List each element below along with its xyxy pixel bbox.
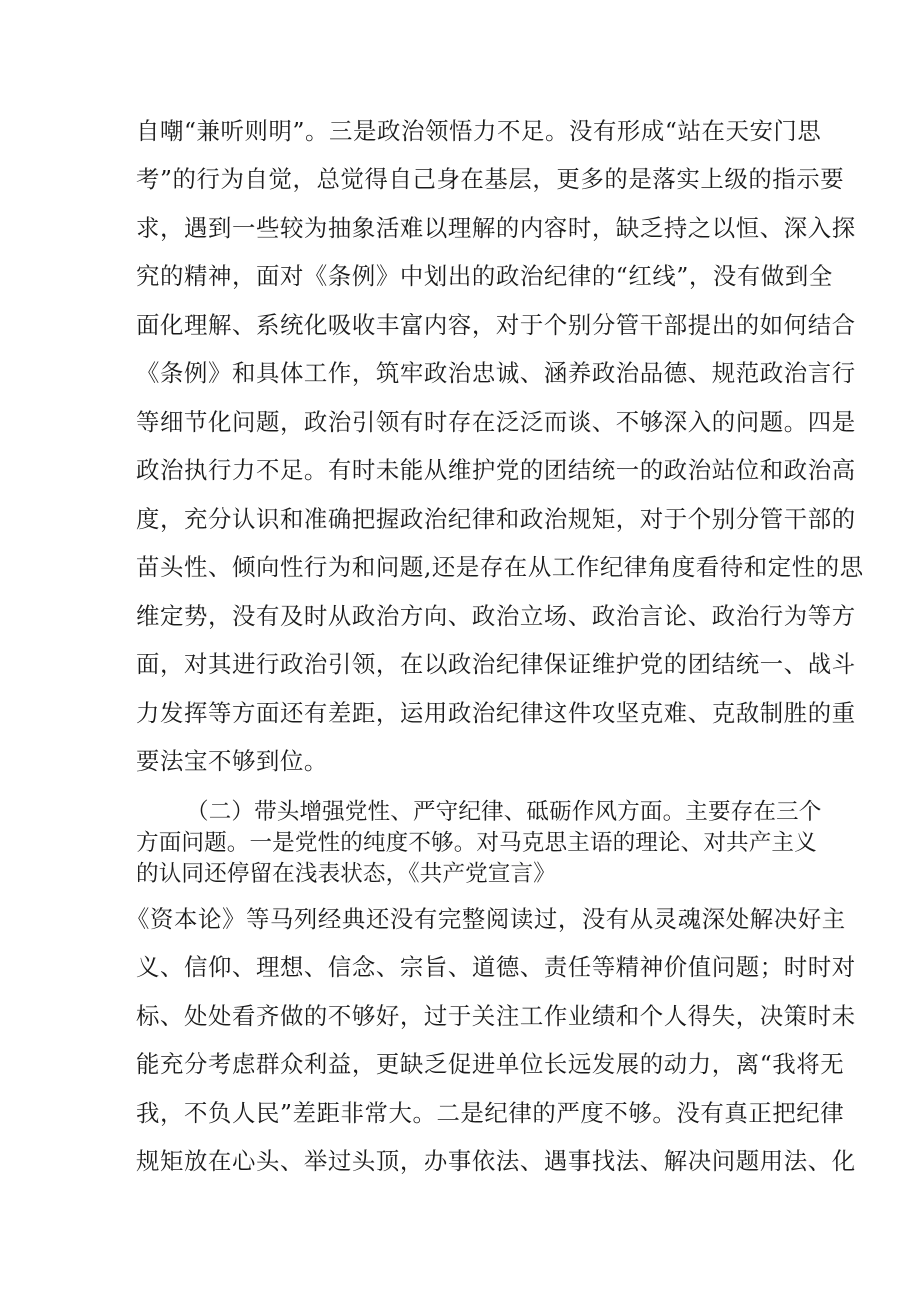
text-line: 度，充分认识和准确把握政治纪律和政治规矩，对于个别分管干部的	[136, 505, 856, 533]
text-line: 面化理解、系统化吸收丰富内容，对于个别分管干部提出的如何结合	[136, 311, 856, 339]
text-line: 维定势，没有及时从政治方向、政治立场、政治言论、政治行为等方	[136, 602, 856, 630]
text-line: 考”的行为自觉，总觉得自己身在基层，更多的是落实上级的指示要	[136, 165, 845, 193]
text-line: 能充分考虑群众利益，更缺乏促进单位长远发展的动力，离“我将无	[136, 1050, 845, 1078]
text-line: 方面问题。一是党性的纯度不够。对马克思主语的理论、对共产主义	[136, 830, 817, 856]
section-heading-line: （二）带头增强党性、严守纪律、砥砺作风方面。主要存在三个	[186, 799, 822, 825]
text-line: 等细节化问题，政治引领有时存在泛泛而谈、不够深入的问题。四是	[136, 408, 856, 436]
text-line: 自嘲“兼听则明”。三是政治领悟力不足。没有形成“站在天安门思	[136, 117, 822, 145]
text-line: 面，对其进行政治引领，在以政治纪律保证维护党的团结统一、战斗	[136, 650, 856, 678]
text-line: 力发挥等方面还有差距，运用政治纪律这件攻坚克难、克敌制胜的重	[136, 699, 856, 727]
text-line: 苗头性、倾向性行为和问题,还是存在从工作纪律角度看待和定性的思	[136, 553, 864, 581]
text-line: 标、处处看齐做的不够好，过于关注工作业绩和个人得失，决策时未	[136, 1002, 856, 1030]
text-line: 的认同还停留在浅表状态，《共产党宣言》	[136, 861, 556, 887]
text-line: 义、信仰、理想、信念、宗旨、道德、责任等精神价值问题；时时对	[136, 953, 856, 981]
text-line: 政治执行力不足。有时未能从维护党的团结统一的政治站位和政治高	[136, 456, 856, 484]
text-line: 要法宝不够到位。	[136, 747, 328, 775]
text-line: 我，不负人民”差距非常大。二是纪律的严度不够。没有真正把纪律	[136, 1099, 845, 1127]
text-line: 《条例》和具体工作，筑牢政治忠诚、涵养政治品德、规范政治言行	[136, 359, 856, 387]
text-line: 规矩放在心头、举过头顶，办事依法、遇事找法、解决问题用法、化	[136, 1147, 856, 1175]
text-line: 《资本论》等马列经典还没有完整阅读过，没有从灵魂深处解决好主	[126, 905, 846, 933]
text-line: 求，遇到一些较为抽象活难以理解的内容时，缺乏持之以恒、深入探	[136, 214, 856, 242]
text-line: 究的精神，面对《条例》中划出的政治纪律的“红线”，没有做到全	[136, 262, 833, 290]
